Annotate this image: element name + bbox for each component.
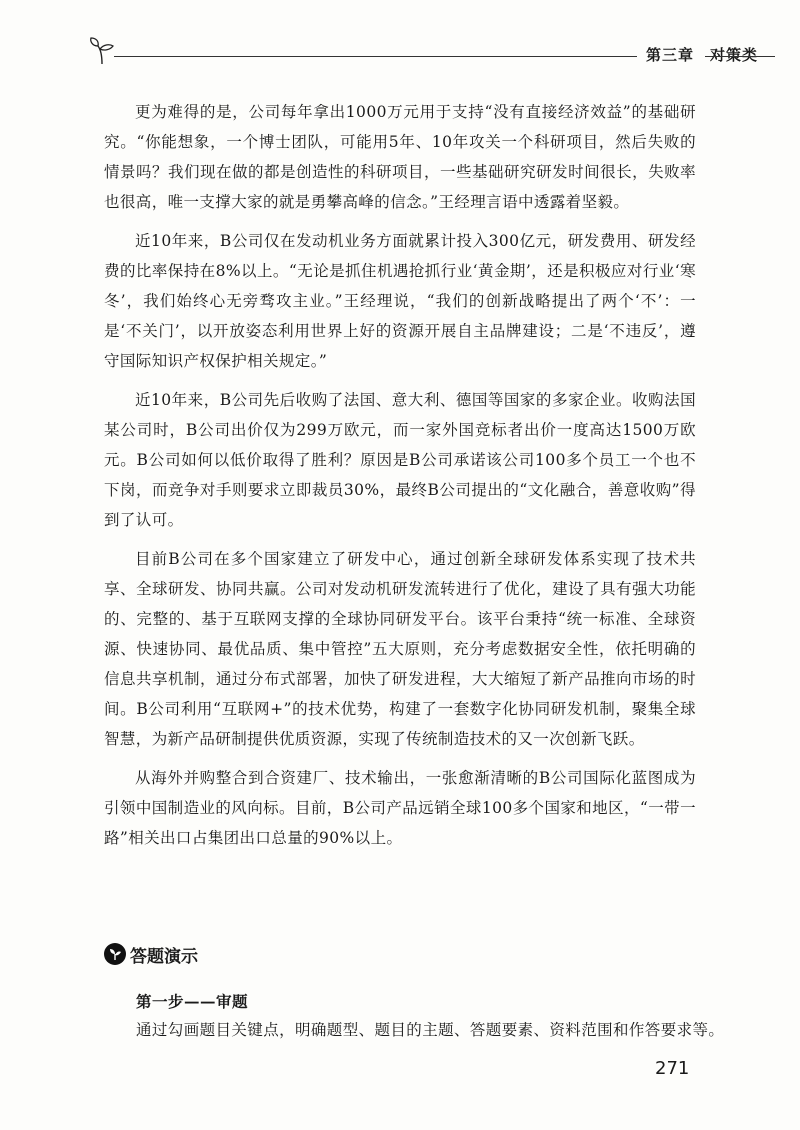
paragraph: 目前B公司在多个国家建立了研发中心，通过创新全球研发体系实现了技术共享、全球研发、协同共赢。公司对发动机研发流转进行了优化，建设了具有强大功能的、完整的、基于互联网支撑的全球协同研发平台。该平台秉持“统一标准、全球资源、快速协同、最优品质、集中管控”五大原则，充分考虑数据安全性，依托明确的信息共享机制，通过分布式部署，加快了研发进程，大大缩短了新产品推向市场的时间。B公司利用“互联网+”的技术优势，构建了一套数字化协同研发机制，聚集全球智慧，为新产品研制提供优质资源，实现了传统制造技术的又一次创新飞跃。 [104,550,696,748]
paragraph: 近10年来，B公司仅在发动机业务方面就累计投入300亿元，研发费用、研发经费的比率保持在8%以上。“无论是抓住机遇抢抓行业‘黄金期’，还是积极应对行业‘寒冬’，我们始终心无旁骛攻主业。”王经理说，“我们的创新战略提出了两个‘不’：一是‘不关门’，以开放姿态利用世界上好的资源开展自主品牌建设；二是‘不违反’，遵守国际知识产权保护相关规定。” [104,232,696,370]
sprout-icon [88,36,124,66]
answer-demo-heading [104,940,198,968]
chapter-title: 第三章 对策类 [646,46,759,64]
running-header [80,36,775,66]
page-number: 271 [655,1058,690,1079]
paragraph: 近10年来，B公司先后收购了法国、意大利、德国等国家的多家企业。收购法国某公司时，B公司出价仅为299万欧元，而一家外国竞标者出价一度高达1500万欧元。B公司如何以低价取得了胜利？原因是B公司承诺该公司100多个员工一个也不下岗，而竞争对手则要求立即裁员30%，最终B公司提出的“文化融合，善意收购”得到了认可。 [104,391,696,529]
header-rule-right [705,56,775,57]
step-description: 通过勾画题目关键点，明确题型、题目的主题、答题要素、资料范围和作答要求等。 [136,1021,725,1039]
body-text [104,97,696,862]
paragraph: 更为难得的是，公司每年拿出1000万元用于支持“没有直接经济效益”的基础研究。“你能想象，一个博士团队，可能用5年、10年攻关一个科研项目，然后失败的情景吗？我们现在做的都是创造性的科研项目，一些基础研究研发时间很长，失败率也很高，唯一支撑大家的就是勇攀高峰的信念。”王经理言语中透露着坚毅。 [104,103,696,211]
step-title: 第一步——审题 [136,992,249,1011]
header-rule-left [114,56,637,57]
paragraph: 从海外并购整合到合资建厂、技术输出，一张愈渐清晰的B公司国际化蓝图成为引领中国制造业的风向标。目前，B公司产品远销全球100多个国家和地区，“一带一路”相关出口占集团出口总量的90%以上。 [104,769,696,847]
section-title: 答题演示 [130,946,198,967]
leaf-badge-icon [104,943,126,965]
